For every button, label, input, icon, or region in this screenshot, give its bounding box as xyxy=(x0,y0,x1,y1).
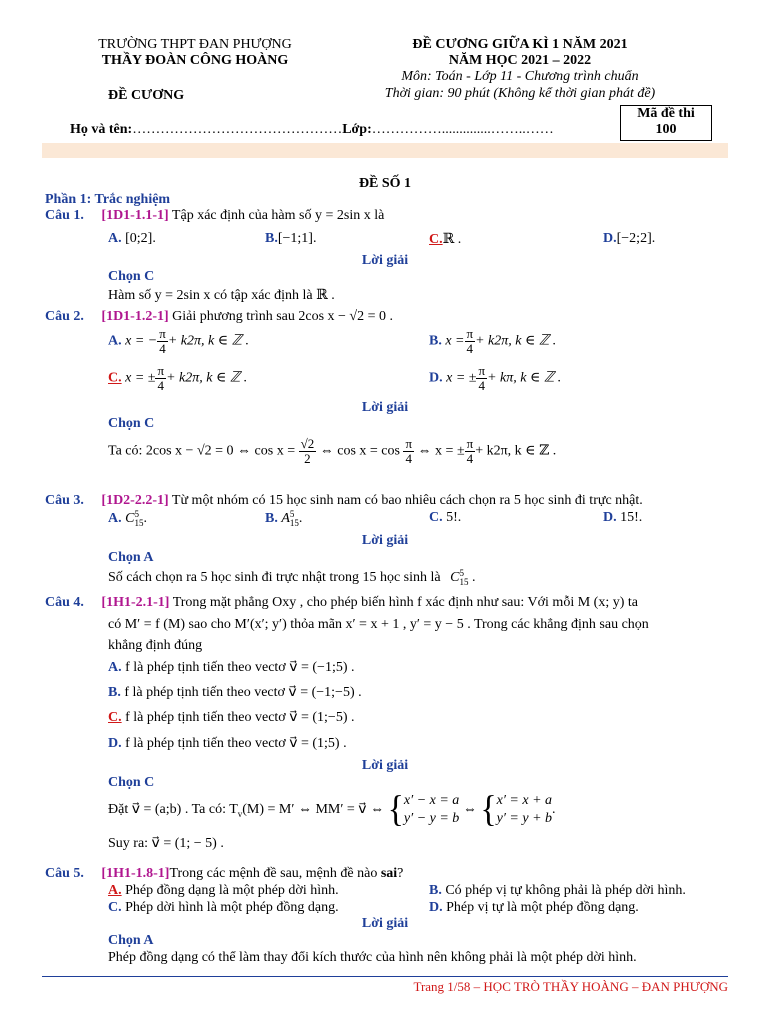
q5-option-b: B. Có phép vị tự không phải là phép dời hình. xyxy=(429,883,686,898)
question-text: Tập xác định của hàm số y = 2sin x là xyxy=(171,208,385,223)
q1-option-d: D.[−2;2]. xyxy=(603,231,656,246)
teacher-name: THẦY ĐOÀN CÔNG HOÀNG xyxy=(101,53,289,68)
q3-option-c: C. 5!. xyxy=(429,510,462,525)
q5-option-a: A. Phép đồng dạng là một phép dời hình. xyxy=(108,883,339,898)
q5-solution-label: Lời giải xyxy=(361,916,409,931)
exam-code-value: 100 xyxy=(655,122,677,137)
q4-option-d: D. f là phép tịnh tiến theo vectơ v⃗ = (1;5) . xyxy=(108,736,347,751)
exam-header-title: ĐỀ CƯƠNG GIỮA KÌ 1 NĂM 2021 xyxy=(412,37,628,52)
q3-option-d: D. 15!. xyxy=(603,510,643,525)
name-dots: ……………………………………… xyxy=(132,122,343,137)
q5-option-c: C. Phép dời hình là một phép đồng dạng. xyxy=(108,900,339,915)
school-year: NĂM HỌC 2021 – 2022 xyxy=(448,53,592,68)
question-text: Giải phương trình sau 2cos x − √2 = 0 . xyxy=(172,309,394,324)
q3-explain: Số cách chọn ra 5 học sinh đi trực nhật trong 15 học sinh là C 5 15 . xyxy=(108,568,476,587)
exam-title: ĐỀ SỐ 1 xyxy=(358,176,412,191)
class-dots: ……………..............……..…… xyxy=(371,122,554,137)
q5-explain: Phép đồng dạng có thể làm thay đổi kích thước của hình nên không phải là một phép dời hình. xyxy=(108,950,637,965)
question-label: Câu 1. xyxy=(45,208,84,223)
q4-solution-label: Lời giải xyxy=(361,758,409,773)
q4-option-a: A. f là phép tịnh tiến theo vectơ v⃗ = (−1;5) . xyxy=(108,660,355,675)
question-2 xyxy=(45,309,393,325)
doc-type: ĐỀ CƯƠNG xyxy=(108,88,185,103)
question-label: Câu 5. xyxy=(45,866,84,881)
school-name: TRƯỜNG THPT ĐAN PHƯỢNG xyxy=(98,37,292,52)
footer-divider xyxy=(42,976,728,977)
q1-explain: Hàm số y = 2sin x có tập xác định là ℝ . xyxy=(108,288,335,303)
q1-solution-label: Lời giải xyxy=(361,253,409,268)
question-1 xyxy=(45,208,384,224)
question-label: Câu 3. xyxy=(45,493,84,508)
question-tag: [1H1-2.1-1] xyxy=(101,595,170,610)
q2-option-a: A. x = − $\frac{\pi}{4}$ + k2π, k ∈ ℤ . xyxy=(108,326,249,356)
exam-code-box xyxy=(620,105,712,141)
q1-option-a: A. [0;2]. xyxy=(108,231,156,246)
subject-line: Môn: Toán - Lớp 11 - Chương trình chuẩn xyxy=(401,69,639,84)
q5-answer: Chọn A xyxy=(108,933,154,948)
question-text-bold: sai xyxy=(380,866,398,881)
student-name-line xyxy=(70,122,554,138)
q4-option-c: C. f là phép tịnh tiến theo vectơ v⃗ = (1;−5) . xyxy=(108,710,355,725)
q3-answer: Chọn A xyxy=(108,550,154,565)
question-tag: [1D2-2.2-1] xyxy=(101,493,169,508)
question-text: Từ một nhóm có 15 học sinh nam có bao nhiêu cách chọn ra 5 học sinh đi trực nhật. xyxy=(171,493,643,508)
q2-answer: Chọn C xyxy=(108,416,155,431)
question-label: Câu 2. xyxy=(45,309,84,324)
question-5: Câu 5. [1H1-1.8-1]Trong các mệnh đề sau, mệnh đề nào sai? xyxy=(45,866,404,881)
q4-answer: Chọn C xyxy=(108,775,155,790)
header-band xyxy=(42,143,728,158)
q2-option-d: D. x = ± $\frac{\pi}{4}$ + kπ, k ∈ ℤ . xyxy=(429,363,562,393)
q1-answer: Chọn C xyxy=(108,269,155,284)
question-tag: [1D1-1.1-1] xyxy=(101,208,169,223)
question-4 xyxy=(45,595,638,611)
q4-option-b: B. f là phép tịnh tiến theo vectơ v⃗ = (−1;−5) . xyxy=(108,685,362,700)
q4-line2: có M′ = f (M) sao cho M′(x′; y′) thỏa mãn x′ = x + 1 , y′ = y − 5 . Trong các khẳng định sau chọn xyxy=(108,617,649,632)
q2-option-b: B. x = $\frac{\pi}{4}$ + k2π, k ∈ ℤ . xyxy=(429,326,557,356)
q1-option-b: B.[−1;1]. xyxy=(265,231,317,246)
question-text: Trong các mệnh đề sau, mệnh đề nào xyxy=(169,866,381,881)
q4-explain-2: Suy ra: v⃗ = (1; − 5) . xyxy=(108,836,224,851)
question-tag: [1D1-1.2-1] xyxy=(101,309,169,324)
question-label: Câu 4. xyxy=(45,595,84,610)
q1-option-c: C.ℝ . xyxy=(429,232,462,247)
page-footer: Trang 1/58 – HỌC TRÒ THẦY HOÀNG – ĐAN PHƯỢNG xyxy=(413,979,728,994)
name-label: Họ và tên: xyxy=(70,122,133,137)
q5-option-d: D. Phép vị tự là một phép đồng dạng. xyxy=(429,900,639,915)
q2-option-c: C. x = ± $\frac{\pi}{4}$ + k2π, k ∈ ℤ . xyxy=(108,363,248,393)
q4-explain: Đặt v⃗ = (a;b) . Ta có: $T_v(M) = M'$ ⇔ MM′ = v⃗ ⇔ { x′ − x = a y′ − y = b ⇔ { x′ = x + a y′ = y + b . xyxy=(108,789,556,830)
q2-explain: Ta có: 2cos x − √2 = 0 ⇔ cos x = $\frac{√2}{2}$ ⇔ cos x = cos $\frac{\pi}{4}$ ⇔ x = ± $\frac{\pi}{4}$ + k2π, k ∈ ℤ . xyxy=(108,436,557,466)
question-3 xyxy=(45,493,643,509)
q3-option-b: B. A 5 15 . xyxy=(265,509,303,528)
part-title: Phần 1: Trắc nghiệm xyxy=(45,192,171,207)
exam-code-label: Mã đề thi xyxy=(637,106,695,121)
q3-solution-label: Lời giải xyxy=(361,533,409,548)
q4-line3: khẳng định đúng xyxy=(108,638,203,653)
class-label: Lớp: xyxy=(342,122,372,137)
question-text: Trong mặt phẳng Oxy , cho phép biến hình f xác định như sau: Với mỗi M (x; y) ta xyxy=(172,595,638,610)
q2-solution-label: Lời giải xyxy=(361,400,409,415)
q3-option-a: A. C 5 15 . xyxy=(108,509,147,528)
time-line: Thời gian: 90 phút (Không kể thời gian phát đề) xyxy=(384,86,656,101)
question-tag: [1H1-1.8-1] xyxy=(101,866,170,881)
